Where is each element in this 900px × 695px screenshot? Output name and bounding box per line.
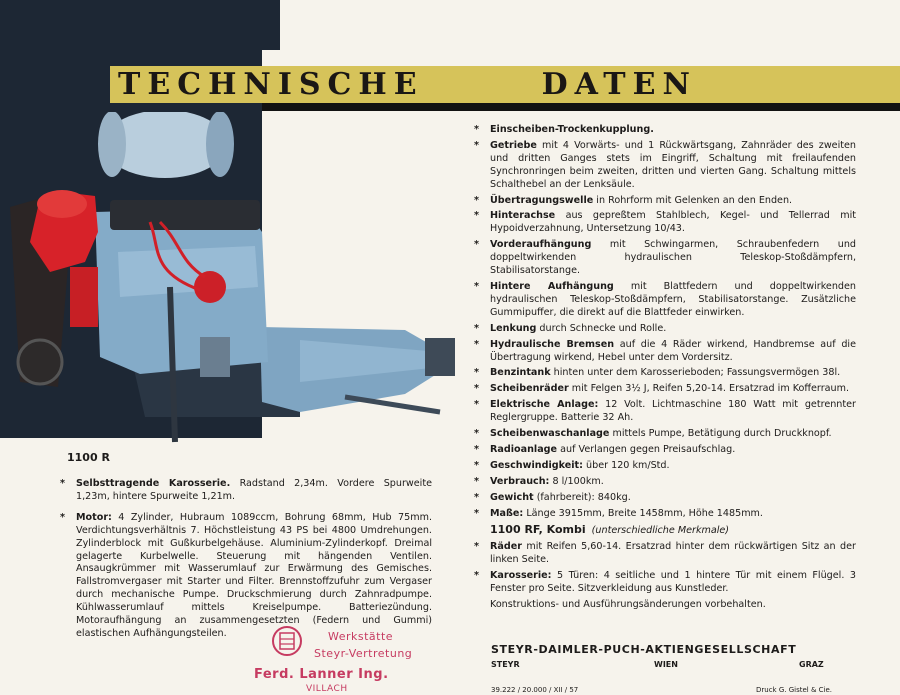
spec-label: Benzintank — [490, 367, 551, 379]
bullet-star: * — [474, 338, 480, 350]
spec-item — [474, 492, 856, 505]
spec-item — [60, 478, 432, 504]
puch-logo-icon — [270, 624, 304, 658]
bullet-star: * — [474, 428, 480, 440]
dark-background-panel-top — [262, 0, 280, 50]
engine-caption: 1100 R — [67, 451, 110, 464]
spec-item — [474, 428, 856, 441]
spec-label: Getriebe — [490, 139, 537, 151]
bullet-star: * — [474, 443, 480, 455]
stamp-line-2: Steyr-Vertretung — [314, 647, 413, 660]
spec-text: durch Schnecke und Rolle. — [536, 322, 667, 334]
spec-text: aus gepreßtem Stahlblech, Kegel- und Tellerrad mit Hypoidverzahnung, Untersetzung 10/43. — [490, 210, 856, 235]
city-steyr: STEYR — [491, 660, 520, 669]
spec-label: Selbsttragende Karosserie. — [76, 478, 231, 489]
bullet-star: * — [474, 399, 480, 411]
spec-label: Räder — [490, 541, 522, 553]
city-graz: GRAZ — [799, 660, 824, 669]
stamp-line-3: Ferd. Lanner Ing. — [254, 667, 389, 682]
spec-text: mit 4 Vorwärts- und 1 Rückwärtsgang, Zahnräder des zweiten und dritten Ganges stets im Eingriff, Schaltung mit freilaufenden Synchronringen beim zweiten, dritten und vierten Gang. Schaltung mittels Schalthebel an der Lenksäule. — [490, 139, 856, 190]
spec-text: auf Verlangen gegen Preisaufschlag. — [557, 443, 736, 455]
spec-label: Geschwindigkeit: — [490, 459, 583, 471]
bullet-star: * — [474, 541, 480, 553]
title-word-2: DATEN — [541, 67, 697, 102]
title-underline-bar — [262, 103, 900, 111]
spec-item — [474, 124, 856, 137]
spec-label: Radioanlage — [490, 443, 558, 455]
stamp-line-4: VILLACH — [306, 684, 348, 694]
dealer-stamp — [254, 620, 460, 695]
bullet-star: * — [474, 280, 480, 292]
spec-text: mit Blattfedern und doppeltwirkenden hydraulischen Teleskop-Stoßdämpfern, Stabilisatorstange. Zusätzliche Gummipuffer, die direkt auf die Blattfeder einwirken. — [490, 280, 856, 318]
kombi-heading — [490, 524, 856, 538]
reserve-note: Konstruktions- und Ausführungsänderungen vorbehalten. — [490, 599, 766, 610]
bullet-star: * — [474, 491, 480, 503]
spec-item — [474, 323, 856, 336]
kombi-title: 1100 RF, Kombi — [490, 523, 586, 537]
spec-item — [474, 541, 856, 567]
bullet-star: * — [474, 475, 480, 487]
spec-item — [474, 140, 856, 192]
spec-item — [474, 508, 856, 521]
bullet-star: * — [474, 194, 480, 206]
spec-text: Länge 3915mm, Breite 1458mm, Höhe 1485mm. — [523, 507, 763, 519]
right-spec-column — [474, 124, 856, 616]
spec-item — [474, 210, 856, 236]
spec-text: mit Schwingarmen, Schraubenfedern und doppeltwirkenden hydraulischen Teleskop-Stoßdämpfern, Stabilisatorstange. — [490, 239, 856, 277]
spec-label: Hydraulische Bremsen — [490, 338, 615, 350]
stamp-line-1: Werkstätte — [328, 630, 394, 643]
spec-text: mittels Pumpe, Betätigung durch Druckknopf. — [609, 428, 832, 440]
spec-label: Einscheiben-Trockenkupplung. — [490, 124, 654, 135]
spec-text: in Rohrform mit Gelenken an den Enden. — [593, 194, 793, 206]
city-wien: WIEN — [654, 660, 678, 669]
engine-illustration — [0, 112, 470, 447]
spec-text: 4 Zylinder, Hubraum 1089ccm, Bohrung 68mm, Hub 75mm. Verdichtungsverhältnis 7. Höchstleistung 43 PS bei 4800 Umdrehungen. Zylinderblock mit Gußkurbelgehäuse. Aluminium-Zylinderkopf. Dreimal gelagerte Kurbelwelle. Steuerung mit hängenden Ventilen. Ansaugkrümmer mit Wasserumlauf zur Erwärmung des Gemisches. Fallstromvergaser mit Starter und Filter. Brennstoffzufuhr zum Vergaser durch mechanische Pumpe. Druckschmierung durch Zahnradpumpe. Kühlwasserumlauf mittels Kreiselpumpe. Batteriezündung. Motoraufhängung an zusammengesetzten (Federn und Gummi) elastischen Aufhängungsteilen. — [76, 511, 432, 639]
bullet-star: * — [474, 570, 480, 582]
company-name: STEYR-DAIMLER-PUCH-AKTIENGESELLSCHAFT — [491, 643, 797, 656]
bullet-star: * — [474, 322, 480, 334]
bullet-star: * — [474, 383, 480, 395]
title-word-1: TECHNISCHE — [118, 67, 424, 102]
spec-label: Hintere Aufhängung — [490, 280, 614, 292]
spec-text: Radstand 2,34m. Vordere Spurweite 1,23m, hintere Spurweite 1,21m. — [76, 478, 432, 502]
spec-text: mit Felgen 3½ J, Reifen 5,20-14. Ersatzrad im Kofferraum. — [568, 383, 850, 395]
print-number: 39.222 / 20.000 / XII / 57 — [491, 686, 579, 694]
bullet-star: * — [60, 478, 66, 489]
bullet-star: * — [474, 210, 480, 222]
kombi-subtitle: (unterschiedliche Merkmale) — [591, 525, 730, 537]
spec-item — [474, 444, 856, 457]
spec-text: 8 l/100km. — [549, 475, 604, 487]
spec-item — [474, 195, 856, 208]
spec-label: Scheibenräder — [490, 383, 569, 395]
spec-item — [474, 460, 856, 473]
bullet-star: * — [474, 507, 480, 519]
spec-label: Elektrische Anlage: — [490, 399, 599, 411]
spec-text: auf die 4 Räder wirkend, Handbremse auf die Übertragung wirkend, Hebel unter dem Vordersitz. — [490, 338, 856, 363]
spec-item — [474, 367, 856, 380]
bullet-star: * — [60, 511, 66, 523]
page-title — [118, 66, 878, 103]
spec-item — [474, 476, 856, 489]
spec-text: 5 Türen: 4 seitliche und 1 hintere Tür mit einem Flügel. 3 Fenster pro Seite. Sitzverkleidung aus Kunstleder. — [490, 570, 856, 595]
spec-label: Vorderaufhängung — [490, 239, 592, 251]
spec-item — [474, 339, 856, 365]
bullet-star: * — [474, 139, 480, 151]
spec-text: (fahrbereit): 840kg. — [533, 491, 631, 503]
spec-label: Übertragungswelle — [490, 194, 594, 206]
bullet-star: * — [474, 124, 480, 135]
spec-text: über 120 km/Std. — [582, 459, 670, 471]
spec-item — [474, 281, 856, 320]
printer-credit: Druck G. Gistel & Cie. — [756, 686, 832, 694]
spec-label: Hinterachse — [490, 210, 556, 222]
spec-item — [474, 383, 856, 396]
spec-label: Scheibenwaschanlage — [490, 428, 610, 440]
spec-item — [474, 239, 856, 278]
spec-label: Gewicht — [490, 491, 534, 503]
spec-label: Verbrauch: — [490, 475, 550, 487]
spec-label: Maße: — [490, 507, 524, 519]
spec-label: Karosserie: — [490, 570, 552, 582]
spec-item — [474, 399, 856, 425]
bullet-star: * — [474, 459, 480, 471]
left-spec-column — [60, 478, 432, 644]
spec-text: hinten unter dem Karosserieboden; Fassungsvermögen 38l. — [550, 367, 841, 379]
spec-item — [474, 570, 856, 596]
spec-text: mit Reifen 5,60-14. Ersatzrad hinter dem rückwärtigen Sitz an der linken Seite. — [490, 541, 856, 566]
bullet-star: * — [474, 239, 480, 251]
bullet-star: * — [474, 367, 480, 379]
spec-text: 12 Volt. Lichtmaschine 180 Watt mit getrennter Reglergruppe. Batterie 32 Ah. — [490, 399, 856, 424]
spec-label: Motor: — [76, 511, 112, 523]
spec-label: Lenkung — [490, 322, 537, 334]
